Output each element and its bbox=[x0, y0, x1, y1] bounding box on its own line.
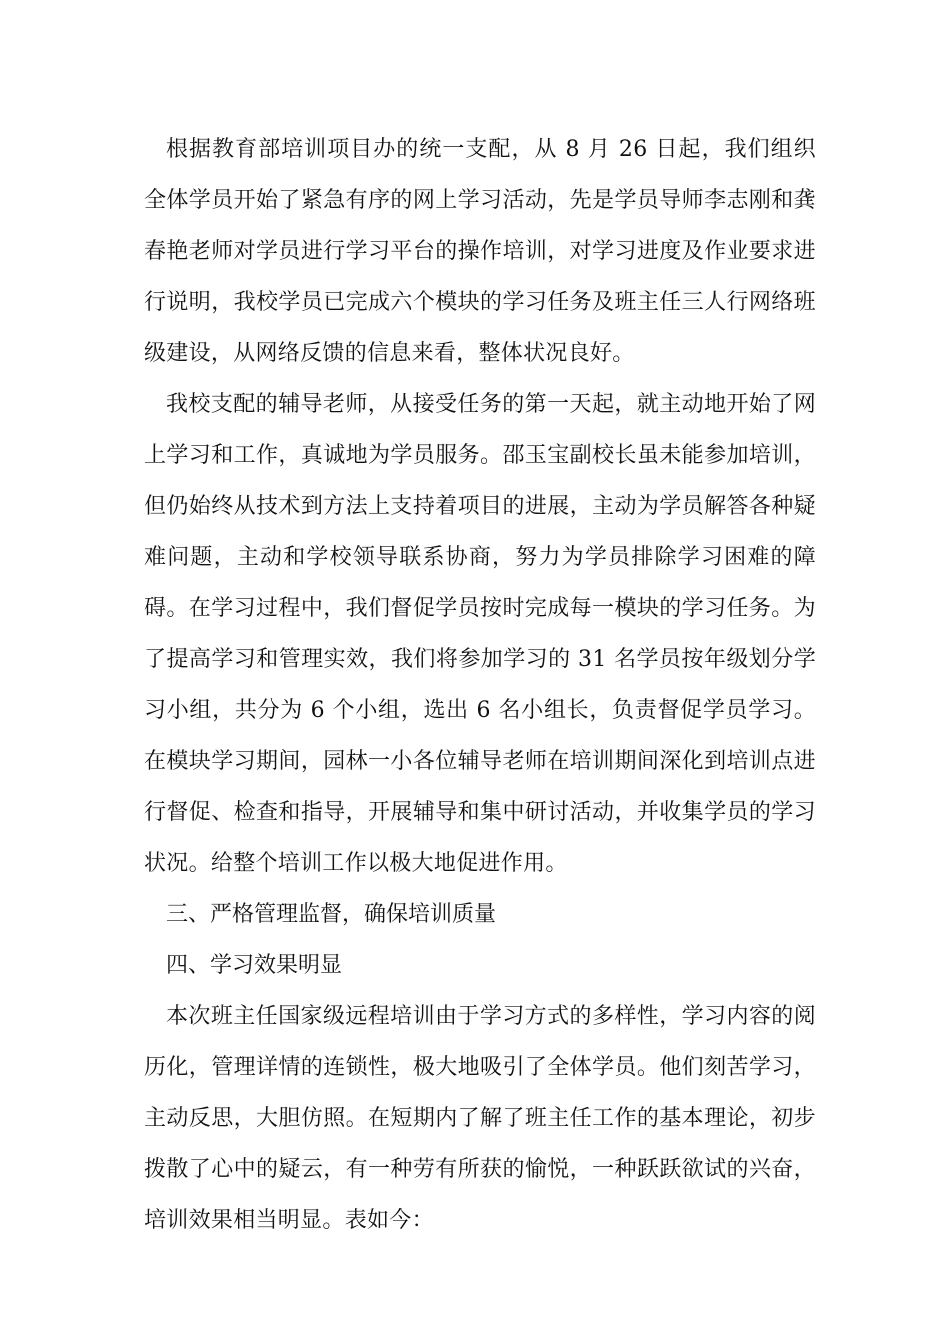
section-heading-three: 三、严格管理监督，确保培训质量 bbox=[166, 902, 497, 927]
document-body bbox=[144, 124, 816, 1246]
paragraph-intro: 根据教育部培训项目办的统一支配，从 8 月 26 日起，我们组织全体学员开始了紧急有序的网上学习活动，先是学员导师李志刚和龚春艳老师对学员进行学习平台的操作培训，对学习进度及作业要求进行说明，我校学员已完成六个模块的学习任务及班主任三人行网络班级建设，从网络反馈的信息来看，整体状况良好。 bbox=[144, 137, 816, 366]
paragraph-closing: 本次班主任国家级远程培训由于学习方式的多样性，学习内容的阅历化，管理详情的连锁性，极大地吸引了全体学员。他们刻苦学习，主动反思，大胆仿照。在短期内了解了班主任工作的基本理论，初步拨散了心中的疑云，有一种劳有所获的愉悦，一种跃跃欲试的兴奋，培训效果相当明显。表如今： bbox=[144, 1004, 816, 1233]
section-heading-four: 四、学习效果明显 bbox=[166, 953, 343, 978]
paragraph-tutors: 我校支配的辅导老师，从接受任务的第一天起，就主动地开始了网上学习和工作，真诚地为学员服务。邵玉宝副校长虽未能参加培训，但仍始终从技术到方法上支持着项目的进展，主动为学员解答各种疑难问题，主动和学校领导联系协商，努力为学员排除学习困难的障碍。在学习过程中，我们督促学员按时完成每一模块的学习任务。为了提高学习和管理实效，我们将参加学习的 31 名学员按年级划分学习小组，共分为 6 个小组，选出 6 名小组长，负责督促学员学习。在模块学习期间，园林一小各位辅导老师在培训期间深化到培训点进行督促、检查和指导，开展辅导和集中研讨活动，并收集学员的学习状况。给整个培训工作以极大地促进作用。 bbox=[144, 392, 816, 876]
